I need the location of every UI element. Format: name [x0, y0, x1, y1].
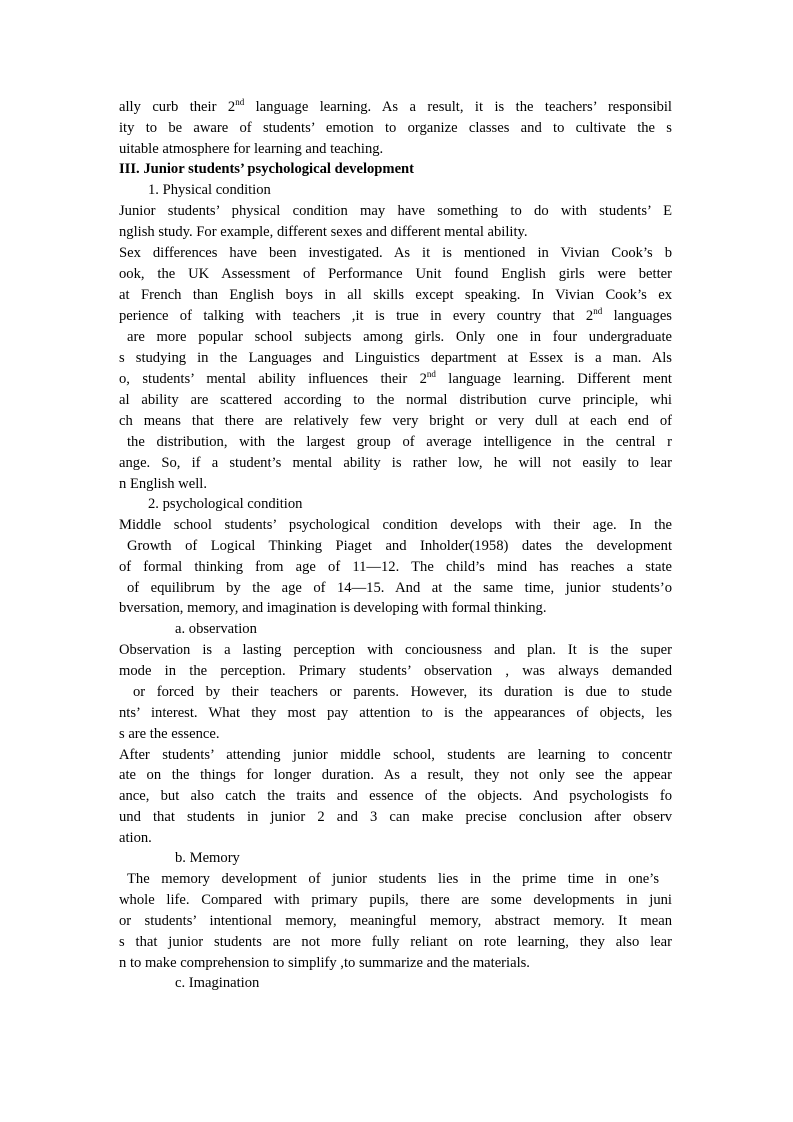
text-line — [119, 786, 672, 807]
text-run: III. Junior students’ psychological development — [119, 161, 415, 177]
text-line — [119, 306, 672, 327]
text-run: n English well. — [119, 476, 207, 492]
text-line — [127, 578, 672, 599]
text-run: ity to be aware of students’ emotion to organize classes and to cultivate the s — [119, 120, 672, 136]
text-line — [119, 765, 672, 786]
text-run: bversation, memory, and imagination is developing with formal thinking. — [119, 600, 547, 616]
text-line — [119, 911, 672, 932]
text-run: Middle school students’ psychological condition develops with their age. In the — [119, 517, 672, 533]
text-line — [119, 890, 672, 911]
text-line — [119, 515, 672, 536]
text-line — [119, 557, 672, 578]
superscript: nd — [426, 369, 436, 380]
text-run: ange. So, if a student’s mental ability is rather low, he will not easily to lear — [119, 455, 672, 471]
text-run: c. Imagination — [175, 975, 260, 991]
subheading — [148, 180, 672, 201]
text-run: und that students in junior 2 and 3 can make precise conclusion after observ — [119, 809, 672, 825]
text-line — [119, 411, 672, 432]
text-line — [119, 264, 672, 285]
subheading — [175, 619, 672, 640]
text-run: are more popular school subjects among girls. Only one in four undergraduate — [127, 329, 672, 345]
text-line — [127, 536, 672, 557]
text-run: The memory development of junior students lies in the prime time in one’s — [127, 871, 659, 887]
text-run: language learning. As a result, it is the teachers’ responsibil — [244, 99, 672, 115]
text-run: ook, the UK Assessment of Performance Unit found English girls were better — [119, 266, 672, 282]
text-line — [119, 97, 672, 118]
text-run: s studying in the Languages and Linguistics department at Essex is a man. Als — [119, 350, 672, 366]
text-run: Sex differences have been investigated. As it is mentioned in Vivian Cook’s b — [119, 245, 672, 261]
text-run: the distribution, with the largest group of average intelligence in the central r — [127, 434, 672, 450]
text-run: languages — [602, 308, 672, 324]
text-line — [119, 724, 672, 745]
subheading — [148, 494, 672, 515]
text-run: 1. Physical condition — [148, 182, 271, 198]
text-line — [119, 474, 672, 495]
text-line — [127, 869, 659, 890]
section-heading — [119, 159, 672, 180]
text-run: perience of talking with teachers ,it is true in every country that 2 — [119, 308, 594, 324]
text-line — [119, 139, 672, 160]
text-run: Growth of Logical Thinking Piaget and Inholder(1958) dates the development — [127, 538, 672, 554]
text-line — [119, 118, 672, 139]
text-run: ation. — [119, 830, 152, 846]
text-line — [133, 682, 672, 703]
text-run: ally curb their 2 — [119, 99, 236, 115]
text-run: 2. psychological condition — [148, 496, 303, 512]
subheading — [175, 848, 672, 869]
text-run: whole life. Compared with primary pupils, there are some developments in juni — [119, 892, 672, 908]
text-line — [127, 327, 672, 348]
text-run: ate on the things for longer duration. As a result, they not only see the appear — [119, 767, 672, 783]
text-line — [119, 222, 672, 243]
text-run: n to make comprehension to simplify ,to summarize and the materials. — [119, 955, 530, 971]
text-line — [119, 453, 672, 474]
text-line — [119, 932, 672, 953]
text-run: or forced by their teachers or parents. However, its duration is due to stude — [133, 684, 672, 700]
text-run: nts’ interest. What they most pay attention to is the appearances of objects, les — [119, 705, 672, 721]
text-line — [119, 703, 672, 724]
text-run: Junior students’ physical condition may have something to do with students’ E — [119, 203, 672, 219]
text-run: a. observation — [175, 621, 257, 637]
text-line — [119, 348, 672, 369]
text-run: al ability are scattered according to the normal distribution curve principle, whi — [119, 392, 672, 408]
text-line — [119, 285, 672, 306]
text-run: or students’ intentional memory, meaningful memory, abstract memory. It mean — [119, 913, 672, 929]
text-run: language learning. Different ment — [435, 371, 672, 387]
subheading — [175, 973, 672, 994]
text-run: Observation is a lasting perception with conciousness and plan. It is the super — [119, 642, 672, 658]
text-line — [119, 598, 672, 619]
text-run: o, students’ mental ability influences their 2 — [119, 371, 427, 387]
text-line — [119, 828, 672, 849]
text-run: ance, but also catch the traits and essence of the objects. And psychologists fo — [119, 788, 672, 804]
superscript: nd — [593, 306, 603, 317]
text-run: uitable atmosphere for learning and teaching. — [119, 141, 384, 157]
text-run: b. Memory — [175, 850, 240, 866]
text-run: nglish study. For example, different sexes and different mental ability. — [119, 224, 528, 240]
text-run: of formal thinking from age of 11—12. The child’s mind has reaches a state — [119, 559, 672, 575]
text-line — [119, 390, 672, 411]
text-run: s that junior students are not more fully reliant on rote learning, they also lear — [119, 934, 672, 950]
text-line — [127, 432, 672, 453]
text-run: After students’ attending junior middle school, students are learning to concentr — [119, 747, 672, 763]
text-line — [119, 243, 672, 264]
text-line — [119, 661, 672, 682]
text-run: at French than English boys in all skills except speaking. In Vivian Cook’s ex — [119, 287, 672, 303]
text-line — [119, 201, 672, 222]
text-line — [119, 807, 672, 828]
text-line — [119, 953, 672, 974]
text-run: s are the essence. — [119, 726, 220, 742]
text-run: ch means that there are relatively few very bright or very dull at each end of — [119, 413, 672, 429]
text-line — [119, 369, 672, 390]
text-run: mode in the perception. Primary students’ observation , was always demanded — [119, 663, 672, 679]
text-run: of equilibrum by the age of 14—15. And at the same time, junior students’o — [127, 580, 672, 596]
text-line — [119, 745, 672, 766]
text-line — [119, 640, 672, 661]
superscript: nd — [235, 97, 245, 108]
